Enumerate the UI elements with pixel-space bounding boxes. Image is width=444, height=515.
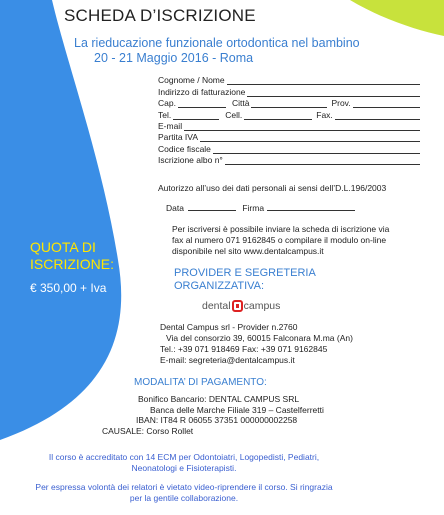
form-row-name — [158, 74, 420, 85]
logo-mark-icon — [232, 300, 243, 312]
video-note: Per espressa volontà dei relatori è vietato video-riprendere il corso. Si ringrazia per la gentile collaborazione. — [35, 482, 333, 503]
dental-campus-logo — [202, 300, 280, 312]
vat-label: Partita IVA — [158, 132, 198, 143]
logo-text-left: dental — [202, 300, 231, 312]
city-label: Città — [231, 98, 250, 109]
cell-field[interactable] — [244, 111, 312, 120]
email-field[interactable] — [184, 122, 420, 131]
payment-details — [102, 394, 324, 436]
prov-label: Prov. — [331, 98, 351, 109]
registration-form — [158, 74, 420, 165]
provider-address — [160, 322, 353, 366]
form-row-address — [158, 85, 420, 96]
blue-wave-shape — [0, 0, 121, 440]
fax-label: Fax. — [316, 109, 333, 120]
cap-field[interactable] — [178, 99, 226, 108]
date-field[interactable] — [188, 203, 236, 211]
registration-info — [172, 224, 389, 257]
form-row-fiscal — [158, 142, 420, 153]
payment-line: Banca delle Marche Filiale 319 – Castelferretti — [150, 404, 324, 415]
course-date: 20 - 21 Maggio 2016 - Roma — [94, 51, 254, 65]
albo-field[interactable] — [225, 156, 420, 165]
fee-price: € 350,00 + Iva — [30, 281, 107, 295]
prov-field[interactable] — [353, 99, 420, 108]
payment-line: Bonifico Bancario: DENTAL CAMPUS SRL — [138, 394, 300, 404]
tel-field[interactable] — [173, 111, 219, 120]
fax-field[interactable] — [335, 111, 420, 120]
payment-line: IBAN: IT84 R 06055 37351 000000002258 — [136, 415, 298, 425]
signature-row — [166, 203, 355, 213]
email-label: E-mail — [158, 120, 183, 131]
albo-label: Iscrizione albo n° — [158, 155, 223, 166]
form-row-vat — [158, 131, 420, 142]
logo-text-right: campus — [243, 300, 281, 312]
fee-title-line1: QUOTA DI — [30, 239, 96, 255]
date-label: Data — [166, 203, 184, 213]
name-field[interactable] — [227, 76, 420, 85]
signature-label: Firma — [242, 203, 265, 213]
address-line: Via del consorzio 39, 60015 Falconara M.ma (An) — [166, 333, 353, 343]
fiscal-code-label: Codice fiscale — [158, 143, 211, 154]
tel-label: Tel. — [158, 109, 172, 120]
fee-title-line2: ISCRIZIONE: — [30, 256, 115, 272]
privacy-consent: Autorizzo all’uso dei dati personali ai sensi dell’D.L.196/2003 — [158, 183, 387, 193]
address-field[interactable] — [247, 88, 420, 97]
info-line: Per iscriversi è possibile inviare la scheda di iscrizione via — [172, 224, 390, 234]
cell-label: Cell. — [225, 109, 243, 120]
fiscal-code-field[interactable] — [213, 145, 420, 154]
name-label: Cognome / Nome — [158, 75, 225, 86]
signature-field[interactable] — [267, 203, 355, 211]
provider-title-line2: ORGANIZZATIVA: — [174, 280, 265, 292]
form-row-albo — [158, 154, 420, 165]
address-label: Indirizzo di fatturazione — [158, 86, 246, 97]
city-field[interactable] — [251, 99, 327, 108]
address-line: Dental Campus srl - Provider n.2760 — [160, 322, 298, 332]
provider-title-line1: PROVIDER E SEGRETERIA — [174, 267, 316, 279]
payment-title: MODALITA’ DI PAGAMENTO: — [134, 377, 267, 388]
form-row-phone — [158, 108, 420, 119]
form-row-cap — [158, 97, 420, 108]
page-title: SCHEDA D’ISCRIZIONE — [64, 6, 256, 25]
course-title: La rieducazione funzionale ortodontica nel bambino — [74, 36, 360, 50]
form-row-email — [158, 120, 420, 131]
info-line: fax al numero 071 9162845 o compilare il modulo on-line — [172, 235, 387, 245]
address-line: E-mail: segreteria@dentalcampus.it — [160, 355, 295, 365]
info-line: disponibile nel sito www.dentalcampus.it — [172, 246, 324, 256]
vat-field[interactable] — [200, 133, 420, 142]
cap-label: Cap. — [158, 98, 176, 109]
address-line: Tel.: +39 071 918469 Fax: +39 071 9162845 — [160, 344, 328, 354]
payment-line: CAUSALE: Corso Rollet — [102, 425, 194, 436]
ecm-note: Il corso è accreditato con 14 ECM per Odontoiatri, Logopedisti, Pediatri, Neonatologi e Fisioterapisti. — [48, 452, 320, 473]
green-corner-shape — [350, 0, 444, 36]
